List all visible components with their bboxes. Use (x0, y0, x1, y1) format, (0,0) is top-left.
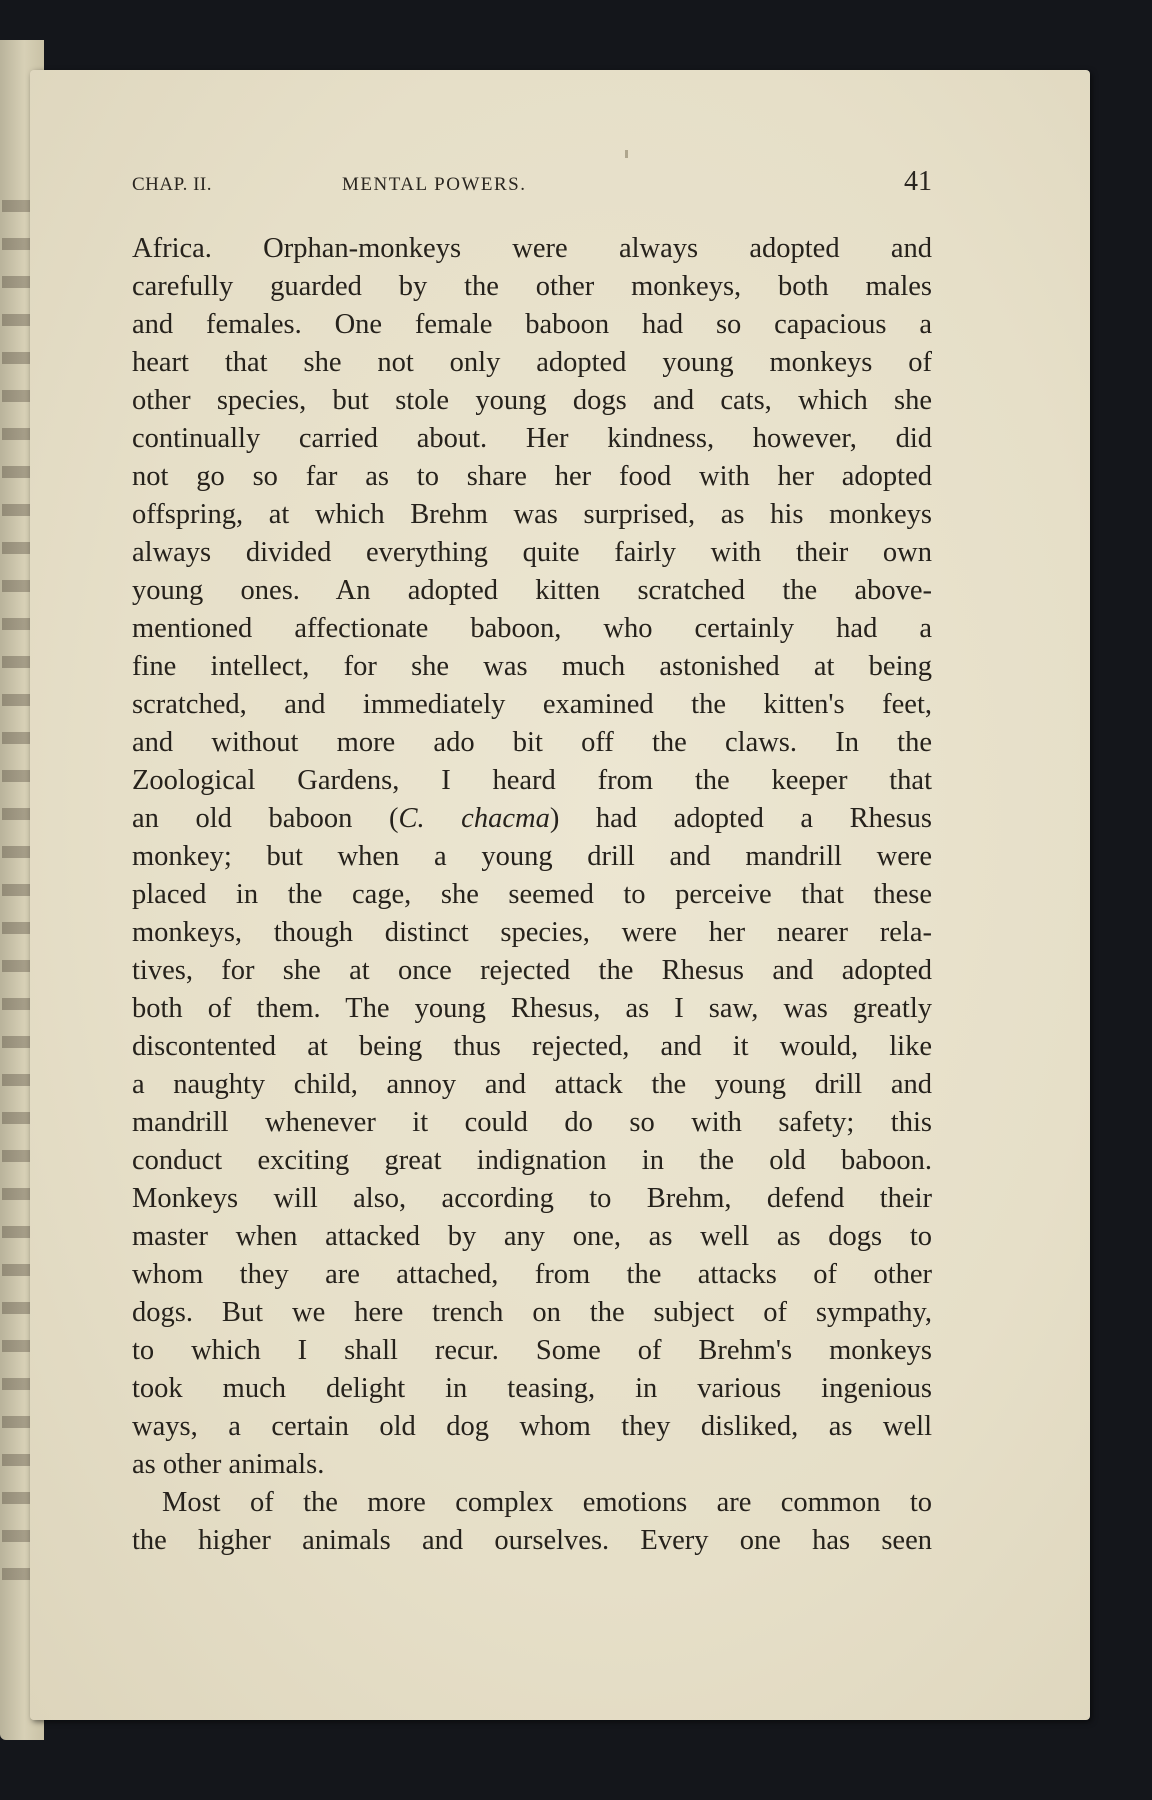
text-line: both of them. The young Rhesus, as I saw, was greatly (132, 993, 932, 1024)
text-line: fine intellect, for she was much astonished at being (132, 651, 932, 682)
species-name-italic: C. chacma (398, 803, 550, 834)
text-line: tives, for she at once rejected the Rhesus and adopted (132, 955, 932, 986)
text-line: mentioned affectionate baboon, who certainly had a (132, 613, 932, 644)
text-line: took much delight in teasing, in various ingenious (132, 1373, 932, 1404)
page-header (132, 166, 932, 206)
text-line: carefully guarded by the other monkeys, both males (132, 271, 932, 302)
text-line: the higher animals and ourselves. Every one has seen (132, 1525, 932, 1556)
text-line: other species, but stole young dogs and cats, which she (132, 385, 932, 416)
paragraph (132, 230, 932, 1484)
text-line: conduct exciting great indignation in the old baboon. (132, 1145, 932, 1176)
text-line: whom they are attached, from the attacks of other (132, 1259, 932, 1290)
text-line: as other animals. (132, 1449, 325, 1480)
text-line: placed in the cage, she seemed to perceive that these (132, 879, 932, 910)
page-blemish (625, 150, 628, 158)
text-line: ways, a certain old dog whom they disliked, as well (132, 1411, 932, 1442)
page-number: 41 (904, 166, 932, 197)
text-line: discontented at being thus rejected, and it would, like (132, 1031, 932, 1062)
running-head-chapter: CHAP. II. (132, 174, 212, 195)
text-line: monkeys, though distinct species, were her nearer rela- (132, 917, 932, 948)
body-text (132, 230, 932, 1560)
text-line: Monkeys will also, according to Brehm, defend their (132, 1183, 932, 1214)
text-line: Most of the more complex emotions are common to (162, 1487, 932, 1518)
text-line: not go so far as to share her food with her adopted (132, 461, 932, 492)
text-line: an old baboon (C. chacma) had adopted a Rhesus (132, 803, 933, 834)
running-head-title: MENTAL POWERS. (342, 174, 527, 195)
book-page (30, 70, 1090, 1720)
text-line: scratched, and immediately examined the kitten's feet, (132, 689, 932, 720)
text-line: to which I shall recur. Some of Brehm's monkeys (132, 1335, 932, 1366)
text-line: offspring, at which Brehm was surprised, as his monkeys (132, 499, 932, 530)
text-line: always divided everything quite fairly with their own (132, 537, 932, 568)
text-line: continually carried about. Her kindness, however, did (132, 423, 932, 454)
text-line: heart that she not only adopted young monkeys of (132, 347, 932, 378)
text-line: mandrill whenever it could do so with safety; this (132, 1107, 932, 1138)
text-line: monkey; but when a young drill and mandrill were (132, 841, 932, 872)
text-line: dogs. But we here trench on the subject of sympathy, (132, 1297, 932, 1328)
text-line: Zoological Gardens, I heard from the keeper that (132, 765, 932, 796)
text-line: master when attacked by any one, as well as dogs to (132, 1221, 932, 1252)
paragraph (132, 1484, 932, 1560)
text-line: Africa. Orphan-monkeys were always adopted and (132, 233, 932, 264)
text-line: and females. One female baboon had so capacious a (132, 309, 932, 340)
text-line: a naughty child, annoy and attack the young drill and (132, 1069, 932, 1100)
text-line: young ones. An adopted kitten scratched the above- (132, 575, 932, 606)
text-line: and without more ado bit off the claws. In the (132, 727, 932, 758)
